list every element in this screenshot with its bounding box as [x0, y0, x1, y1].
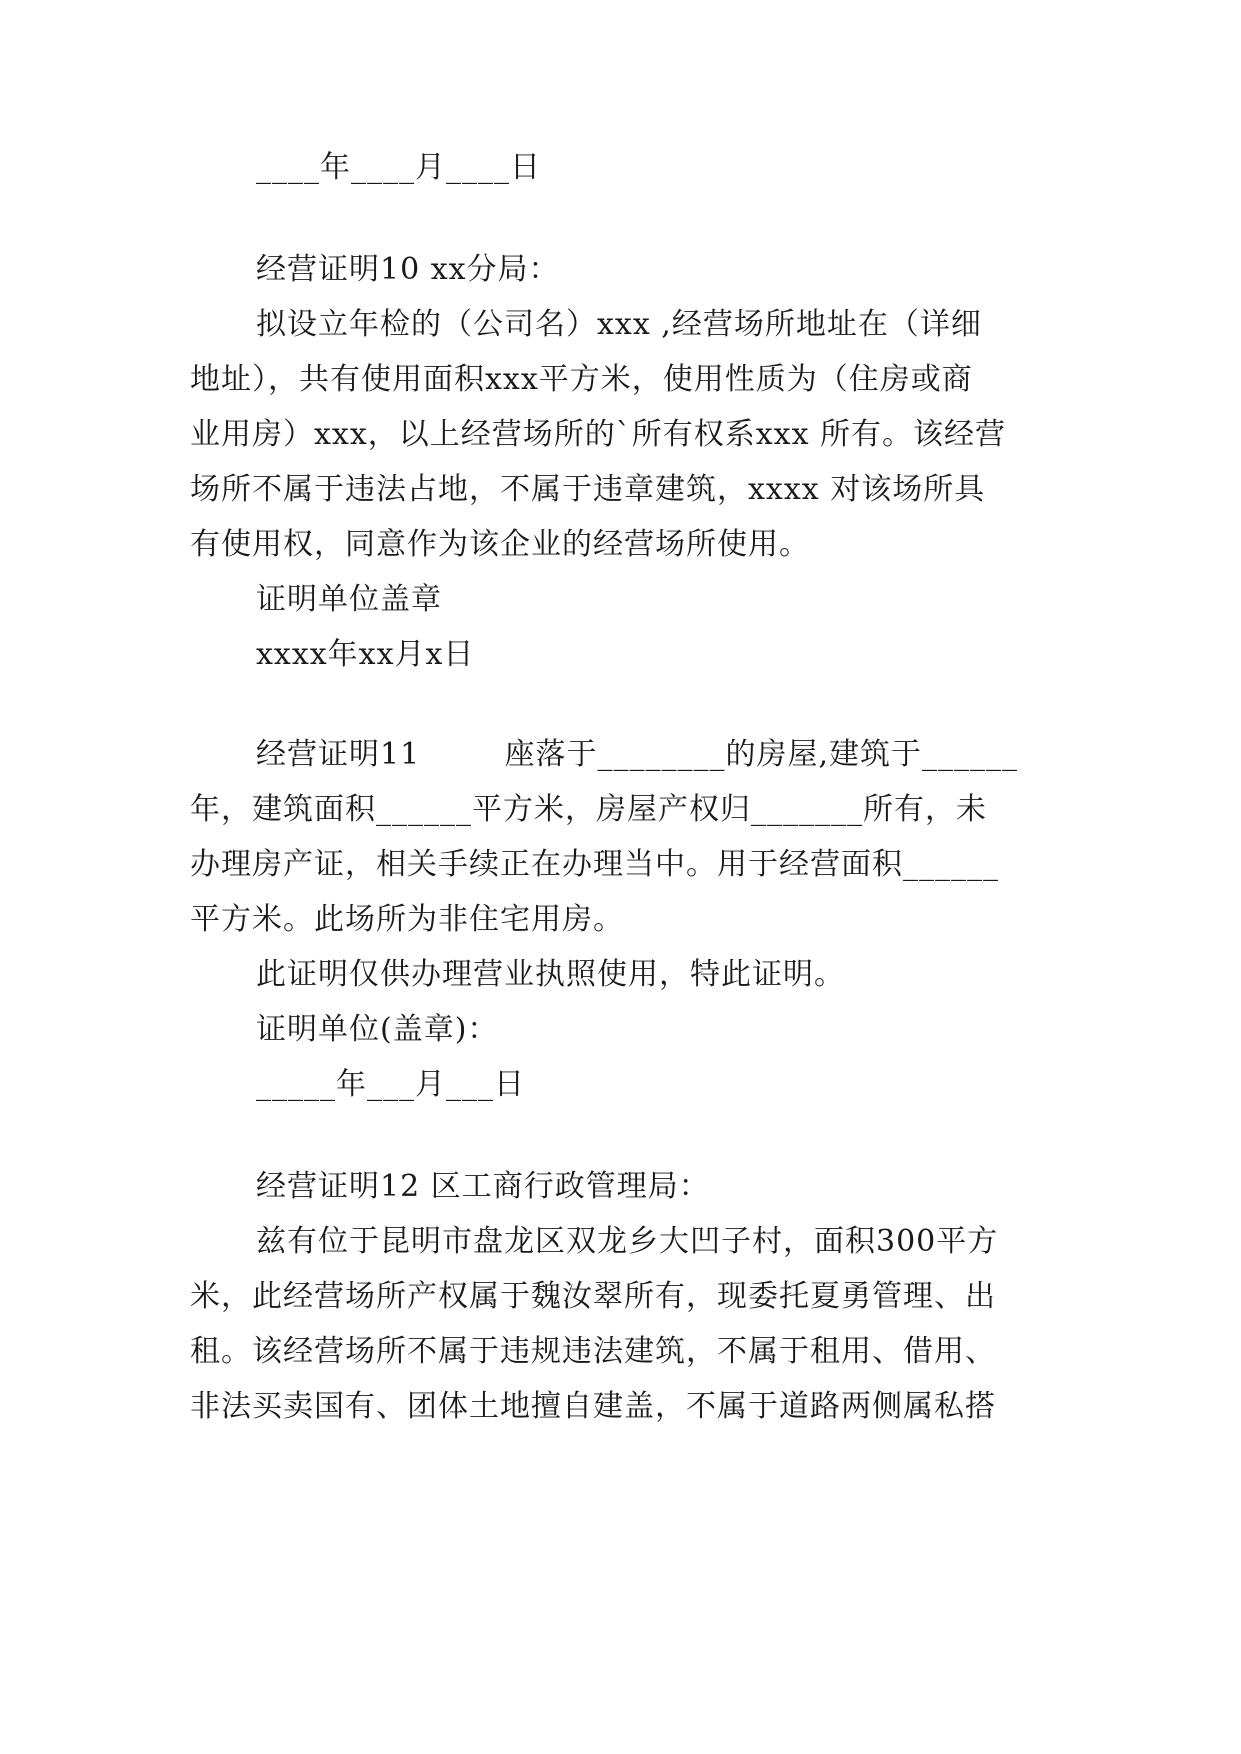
cert-10-paragraph-line: 有使用权，同意作为该企业的经营场所使用。	[190, 527, 810, 562]
cert-12-heading: 经营证明12 区工商行政管理局：	[256, 1169, 710, 1204]
cert-10-heading: 经营证明10 xx分局：	[256, 252, 560, 287]
cert-12-paragraph-line: 非法买卖国有、团体土地擅自建盖，不属于道路两侧属私搭	[190, 1389, 996, 1424]
cert-12-paragraph-line: 租。该经营场所不属于违规违法建筑，不属于租用、借用、	[190, 1334, 996, 1369]
cert-10-paragraph-line: 拟设立年检的（公司名）xxx ,经营场所地址在（详细	[256, 307, 982, 342]
cert-10-paragraph-line: 场所不属于违法占地，不属于违章建筑，xxxx 对该场所具	[190, 472, 986, 507]
cert-11-heading: 经营证明11 座落于________的房屋,建筑于______	[256, 737, 1018, 772]
cert-10-paragraph-line: 地址），共有使用面积xxx平方米，使用性质为（住房或商	[190, 362, 973, 397]
cert-10-date: xxxx年xx月x日	[256, 637, 475, 672]
cert-10-paragraph-line: 业用房）xxx，以上经营场所的`所有权系xxx 所有。该经营	[190, 417, 1007, 452]
cert-10-seal-label: 证明单位盖章	[256, 582, 442, 617]
cert-12-paragraph-line: 米，此经营场所产权属于魏汝翠所有，现委托夏勇管理、出	[190, 1279, 996, 1314]
cert-11-note: 此证明仅供办理营业执照使用，特此证明。	[256, 957, 845, 992]
cert-11-date: _____年___月___日	[256, 1067, 525, 1102]
cert-11-paragraph-line: 年，建筑面积______平方米，房屋产权归_______所有，未	[190, 792, 987, 827]
cert-11-paragraph-line: 办理房产证，相关手续正在办理当中。用于经营面积______	[190, 847, 999, 882]
cert-11-seal-label: 证明单位(盖章)：	[256, 1012, 499, 1047]
date-line-1: ____年____月____日	[256, 150, 541, 185]
cert-12-paragraph-line: 兹有位于昆明市盘龙区双龙乡大凹子村，面积300平方	[256, 1224, 999, 1259]
cert-11-paragraph-line: 平方米。此场所为非住宅用房。	[190, 902, 624, 937]
